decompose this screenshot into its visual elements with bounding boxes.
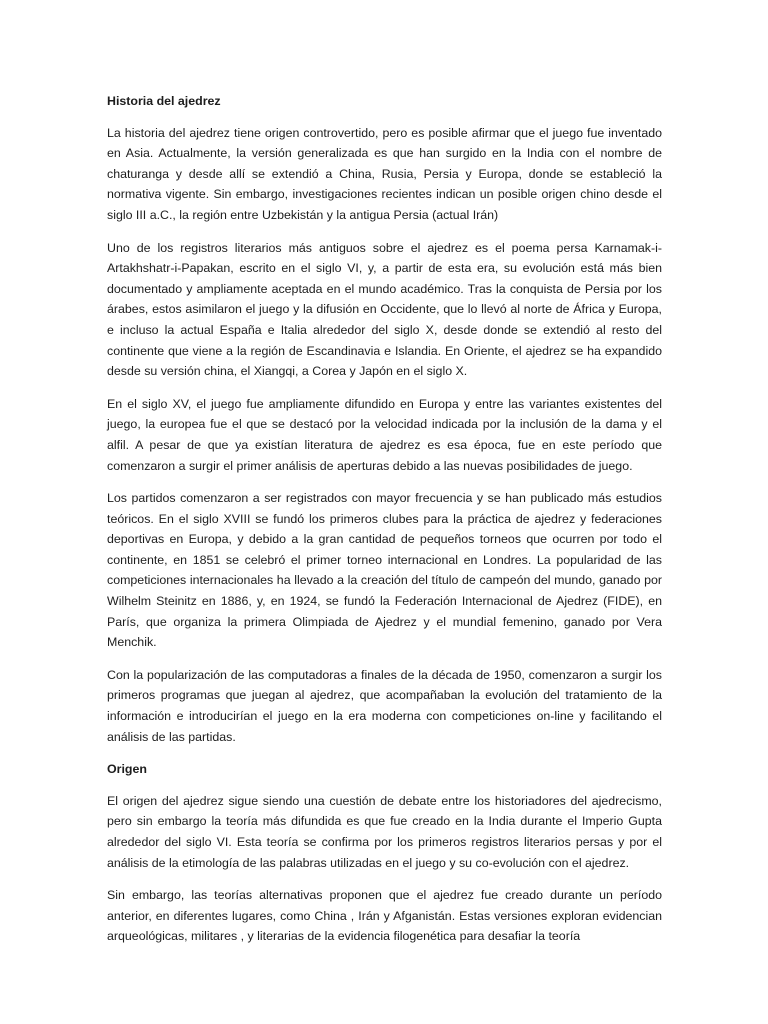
- paragraph: En el siglo XV, el juego fue ampliamente difundido en Europa y entre las variantes existentes del juego, la europea fue el que se destacó por la velocidad indicada por la inclusión de la dama y el alfil. A pesar de que ya existían literatura de ajedrez es esa época, fue en este período que comenzaron a surgir el primer análisis de aperturas debido a las nuevas posibilidades de juego.: [107, 396, 662, 473]
- paragraph: Uno de los registros literarios más antiguos sobre el ajedrez es el poema persa Karnamak-i-Artakhshatr-i-Papakan, escrito en el siglo VI, y, a partir de esta era, su evolución está más bien documentado y ampliamente aceptada en el mundo académico. Tras la conquista de Persia por los árabes, estos asimilaron el juego y la difusión en Occidente, que lo llevó al norte de África y Europa, e incluso la actual España e Italia alrededor del siglo X, desde donde se extendió al resto del continente que viene a la región de Escandinavia e Islandia. En Oriente, el ajedrez se ha expandido desde su versión china, el Xiangqi, a Corea y Japón en el siglo X.: [107, 240, 662, 379]
- document-title: Historia del ajedrez: [107, 94, 221, 108]
- paragraph: La historia del ajedrez tiene origen controvertido, pero es posible afirmar que el juego fue inventado en Asia. Actualmente, la versión generalizada es que han surgido en la India con el nombre de chaturanga y desde allí se extendió a China, Rusia, Persia y Europa, donde se estableció la normativa vigente. Sin embargo, investigaciones recientes indican un posible origen chino desde el siglo III a.C., la región entre Uzbekistán y la antigua Persia (actual Irán): [107, 125, 662, 222]
- paragraph: El origen del ajedrez sigue siendo una cuestión de debate entre los historiadores del ajedrecismo, pero sin embargo la teoría más difundida es que fue creado en la India durante el Imperio Gupta alrededor del siglo VI. Esta teoría se confirma por los primeros registros literarios persas y por el análisis de la etimología de las palabras utilizadas en el juego y su co-evolución con el ajedrez.: [107, 793, 662, 870]
- paragraph: Los partidos comenzaron a ser registrados con mayor frecuencia y se han publicado más estudios teóricos. En el siglo XVIII se fundó los primeros clubes para la práctica de ajedrez y federaciones deportivas en Europa, y debido a la gran cantidad de pequeños torneos que ocurren por todo el continente, en 1851 se celebró el primer torneo internacional en Londres. La popularidad de las competiciones internacionales ha llevado a la creación del título de campeón del mundo, ganado por Wilhelm Steinitz en 1886, y, en 1924, se fundó la Federación Internacional de Ajedrez (FIDE), en París, que organiza la primera Olimpiada de Ajedrez y el mundial femenino, ganado por Vera Menchik.: [107, 491, 662, 650]
- section-heading-origen: Origen: [107, 762, 147, 777]
- paragraph: Sin embargo, las teorías alternativas proponen que el ajedrez fue creado durante un período anterior, en diferentes lugares, como China , Irán y Afganistán. Estas versiones exploran evidencian arqueológicas, militares , y literarias de la evidencia filogenética para desafiar la teoría: [107, 888, 662, 944]
- paragraph: Con la popularización de las computadoras a finales de la década de 1950, comenzaron a surgir los primeros programas que juegan al ajedrez, que acompañaban la evolución del tratamiento de la información e introducirían el juego en la era moderna con competiciones on-line y facilitando el análisis de las partidas.: [107, 667, 662, 744]
